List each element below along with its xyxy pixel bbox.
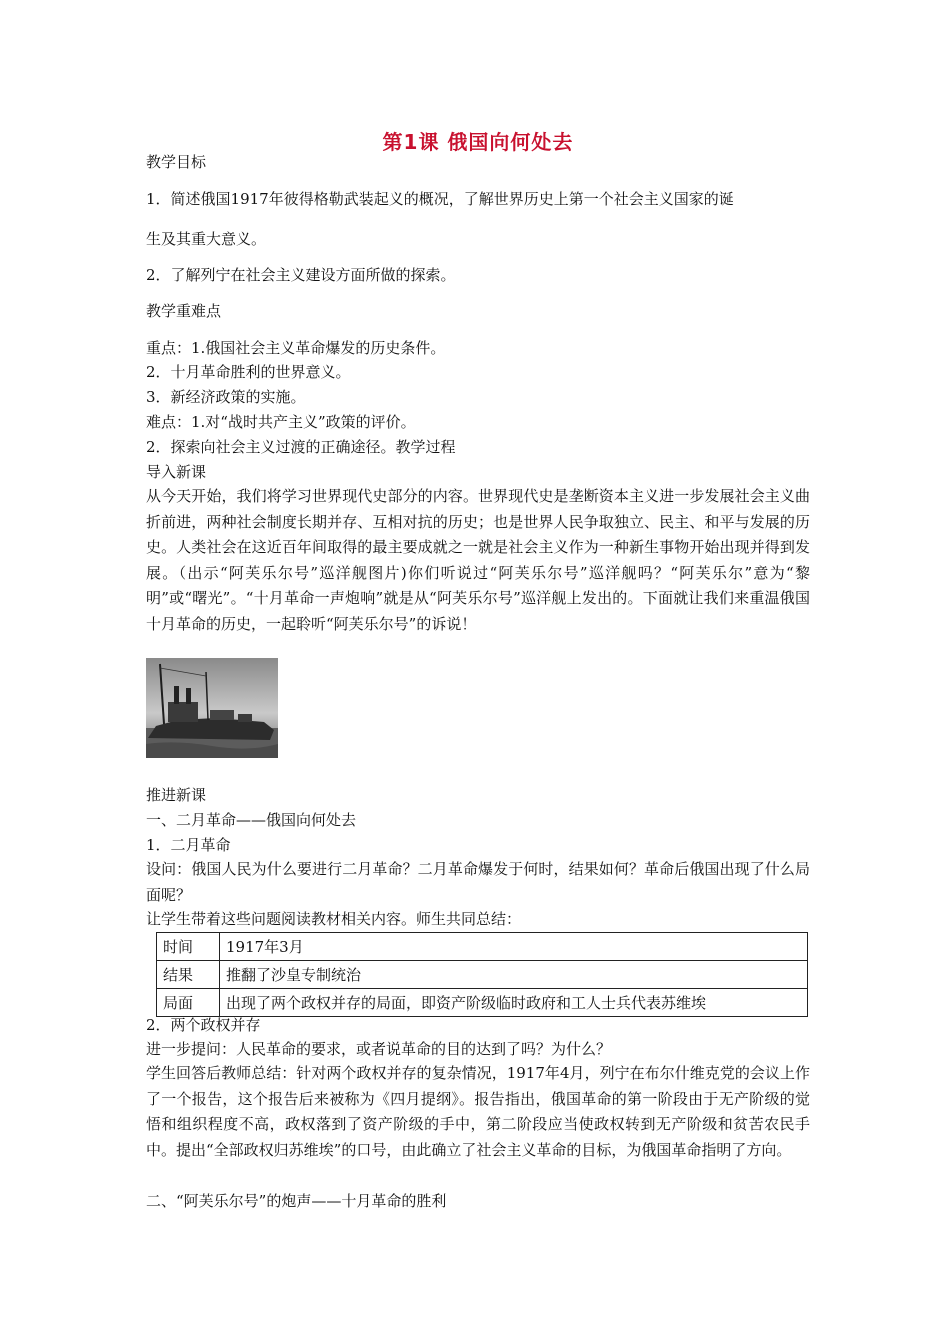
key-point-1: 重点：1.俄国社会主义革命爆发的历史条件。	[146, 339, 446, 357]
february-revolution-table	[156, 932, 808, 1017]
key-point-2: 2．十月革命胜利的世界意义。	[146, 363, 351, 381]
goal-1-line-2: 生及其重大意义。	[146, 230, 267, 248]
table-row	[157, 989, 808, 1017]
advance-heading: 推进新课	[146, 786, 207, 804]
section-2-heading: 二、“阿芙乐尔号”的炮声——十月革命的胜利	[146, 1192, 447, 1210]
teacher-summary: 学生回答后教师总结：针对两个政权并存的复杂情况，1917年4月，列宁在布尔什维克党的会议上作了一个报告，这个报告后来被称为《四月提纲》。报告指出，俄国革命的第一阶段由于无产阶级的觉悟和组织程度不高，政权落到了资产阶级的手中，第二阶段应当使政权转到无产阶级和贫苦农民手中。提出“全部政权归苏维埃”的口号，由此确立了社会主义革命的目标，为俄国革命指明了方向。	[146, 1064, 810, 1159]
question-1: 设问：俄国人民为什么要进行二月革命？二月革命爆发于何时，结果如何？革命后俄国出现了什么局面呢？	[146, 860, 810, 904]
table-cell-value: 1917年3月	[220, 933, 808, 961]
reading-instruction: 让学生带着这些问题阅读教材相关内容。师生共同总结：	[146, 910, 522, 928]
goals-heading: 教学目标	[146, 153, 207, 171]
lesson-title: 第1课 俄国向何处去	[382, 130, 574, 154]
subsection-1-heading: 1．二月革命	[146, 836, 231, 854]
table-row	[157, 933, 808, 961]
aurora-cruiser-photo	[146, 658, 278, 758]
table-cell-key: 时间	[157, 933, 220, 961]
intro-paragraph: 从今天开始，我们将学习世界现代史部分的内容。世界现代史是垄断资本主义进一步发展社会主义曲折前进，两种社会制度长期并存、互相对抗的历史；也是世界人民争取独立、民主、和平与发展的历史。人类社会在这近百年间取得的最主要成就之一就是社会主义作为一种新生事物开始出现并得到发展。（出示“阿芙乐尔号”巡洋舰图片)你们听说过“阿芙乐尔号”巡洋舰吗？“阿芙乐尔”意为“黎明”或“曙光”。“十月革命一声炮响”就是从“阿芙乐尔号”巡洋舰上发出的。下面就让我们来重温俄国十月革命的历史，一起聆听“阿芙乐尔号”的诉说！	[146, 487, 810, 633]
question-2: 进一步提问：人民革命的要求，或者说革命的目的达到了吗？为什么？	[146, 1040, 612, 1058]
section-1-heading: 一、二月革命——俄国向何处去	[146, 811, 357, 829]
difficulty-1: 难点：1.对“战时共产主义”政策的评价。	[146, 413, 416, 431]
key-point-3: 3．新经济政策的实施。	[146, 388, 306, 406]
subsection-2-heading: 2．两个政权并存	[146, 1016, 261, 1034]
goal-2: 2．了解列宁在社会主义建设方面所做的探索。	[146, 266, 456, 284]
intro-heading: 导入新课	[146, 463, 207, 481]
table-cell-key: 局面	[157, 989, 220, 1017]
difficulty-2: 2．探索向社会主义过渡的正确途径。教学过程	[146, 438, 456, 456]
table-row	[157, 961, 808, 989]
key-heading: 教学重难点	[146, 302, 222, 320]
goal-1-line-1: 1．简述俄国1917年彼得格勒武装起义的概况，了解世界历史上第一个社会主义国家的诞	[146, 190, 734, 208]
table-cell-key: 结果	[157, 961, 220, 989]
table-cell-value: 推翻了沙皇专制统治	[220, 961, 808, 989]
table-cell-value: 出现了两个政权并存的局面，即资产阶级临时政府和工人士兵代表苏维埃	[220, 989, 808, 1017]
